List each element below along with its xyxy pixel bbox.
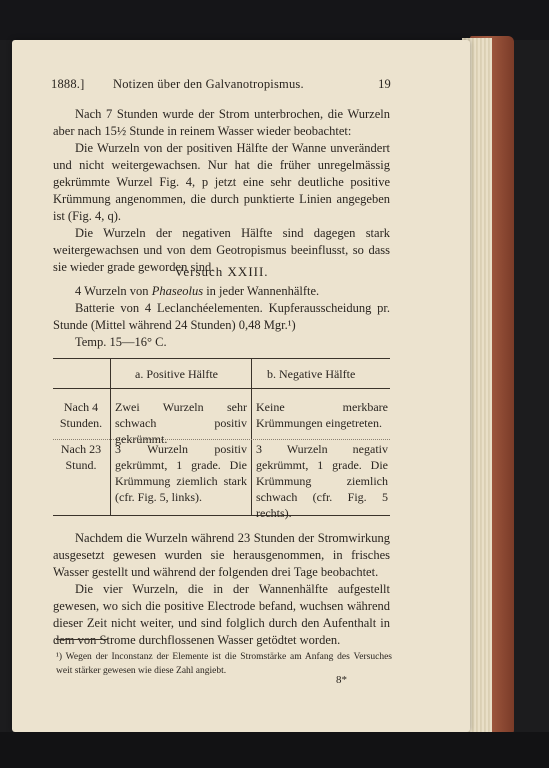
table-header-col-a: a. Positive Hälfte <box>135 367 218 381</box>
paragraph: Nachdem die Wurzeln während 23 Stunden der Stromwirkung ausgesetzt gewesen wurden sie herausgenommen, in frisches Wasser gestellt und während der folgenden drei Tage beobachtet. <box>53 531 390 579</box>
table-header-rule <box>53 388 390 389</box>
page-number: 19 <box>378 77 391 91</box>
table-column-rule <box>251 359 252 515</box>
background-bottom <box>0 732 549 768</box>
footnote: ¹) Wegen der Inconstanz der Elemente ist die Stromstärke am Anfang des Versuches weit stärker gewesen wie diese Zahl angiebt. <box>56 652 392 676</box>
running-header <box>51 77 391 95</box>
paragraph: Die Wurzeln von der positiven Hälfte der Wanne unverändert und nicht weitergewachsen. Nur hat die früher unregelmässig gekrümmte Wurzel Fig. 4, p jetzt eine sehr deutliche positive Krümmung angenommen, die durch punktierte Linien angegeben ist (Fig. 4, q). <box>53 141 390 223</box>
table-row-label: Nach 4 Stunden. <box>59 400 103 430</box>
table-cell: 3 Wurzeln negativ gekrümmt, 1 grade. Die Krümmung ziemlich schwach (cfr. Fig. 5 rechts). <box>256 442 388 520</box>
table-cell: Zwei Wurzeln sehr schwach positiv gekrümmt. <box>115 400 247 446</box>
background-top <box>0 0 549 40</box>
header-title: Notizen über den Galvanotropismus. <box>113 77 304 91</box>
table-cell: Keine merkbare Krümmungen eingetreten. <box>256 400 388 430</box>
body-text-top <box>53 106 390 276</box>
experiment-heading: Versuch XXIII. <box>174 264 269 279</box>
experiment-line-1-prefix: 4 Wurzeln von <box>75 284 152 298</box>
species-name: Phaseolus <box>151 284 204 298</box>
table-column-rule <box>110 359 111 515</box>
experiment-line-1 <box>53 283 390 300</box>
paragraph: Nach 7 Stunden wurde der Strom unterbrochen, die Wurzeln aber nach 15½ Stunde in reinem Wasser wieder beobachtet: <box>53 107 390 138</box>
table-cell: 3 Wurzeln positiv gekrümmt, 1 grade. Die Krümmung ziemlich stark (cfr. Fig. 5, links). <box>115 442 247 504</box>
table-header-col-b: b. Negative Hälfte <box>267 367 356 381</box>
paragraph: Die vier Wurzeln, die in der Wannenhälfte aufgestellt gewesen, wo sich die positive Electrode befand, wuchsen während dieser Zeit nicht weiter, und sind folglich durch den Aufenthalt in dem von Strome durchflossenen Wasser getödtet worden. <box>53 582 390 647</box>
table-row-label: Nach 23 Stund. <box>60 442 102 472</box>
header-year: 1888.] <box>51 77 85 91</box>
body-text-bottom <box>53 530 390 649</box>
experiment-line-1-suffix: in jeder Wannenhälfte. <box>203 284 320 298</box>
signature-mark: 8* <box>336 674 347 686</box>
experiment-line-2: Batterie von 4 Leclanchéelementen. Kupferausscheidung pr. Stunde (Mittel während 24 Stunden) 0,48 Mgr.¹) <box>53 301 390 332</box>
paragraph: Die Wurzeln der negativen Hälfte sind dagegen stark weitergewachsen und von dem Geotropismus beeinflusst, so dass sie wieder grade geworden sind. <box>53 226 390 274</box>
experiment-block <box>53 263 390 351</box>
results-table <box>53 358 390 520</box>
footnote-rule <box>56 639 108 640</box>
experiment-line-3: Temp. 15—16° C. <box>75 335 167 349</box>
